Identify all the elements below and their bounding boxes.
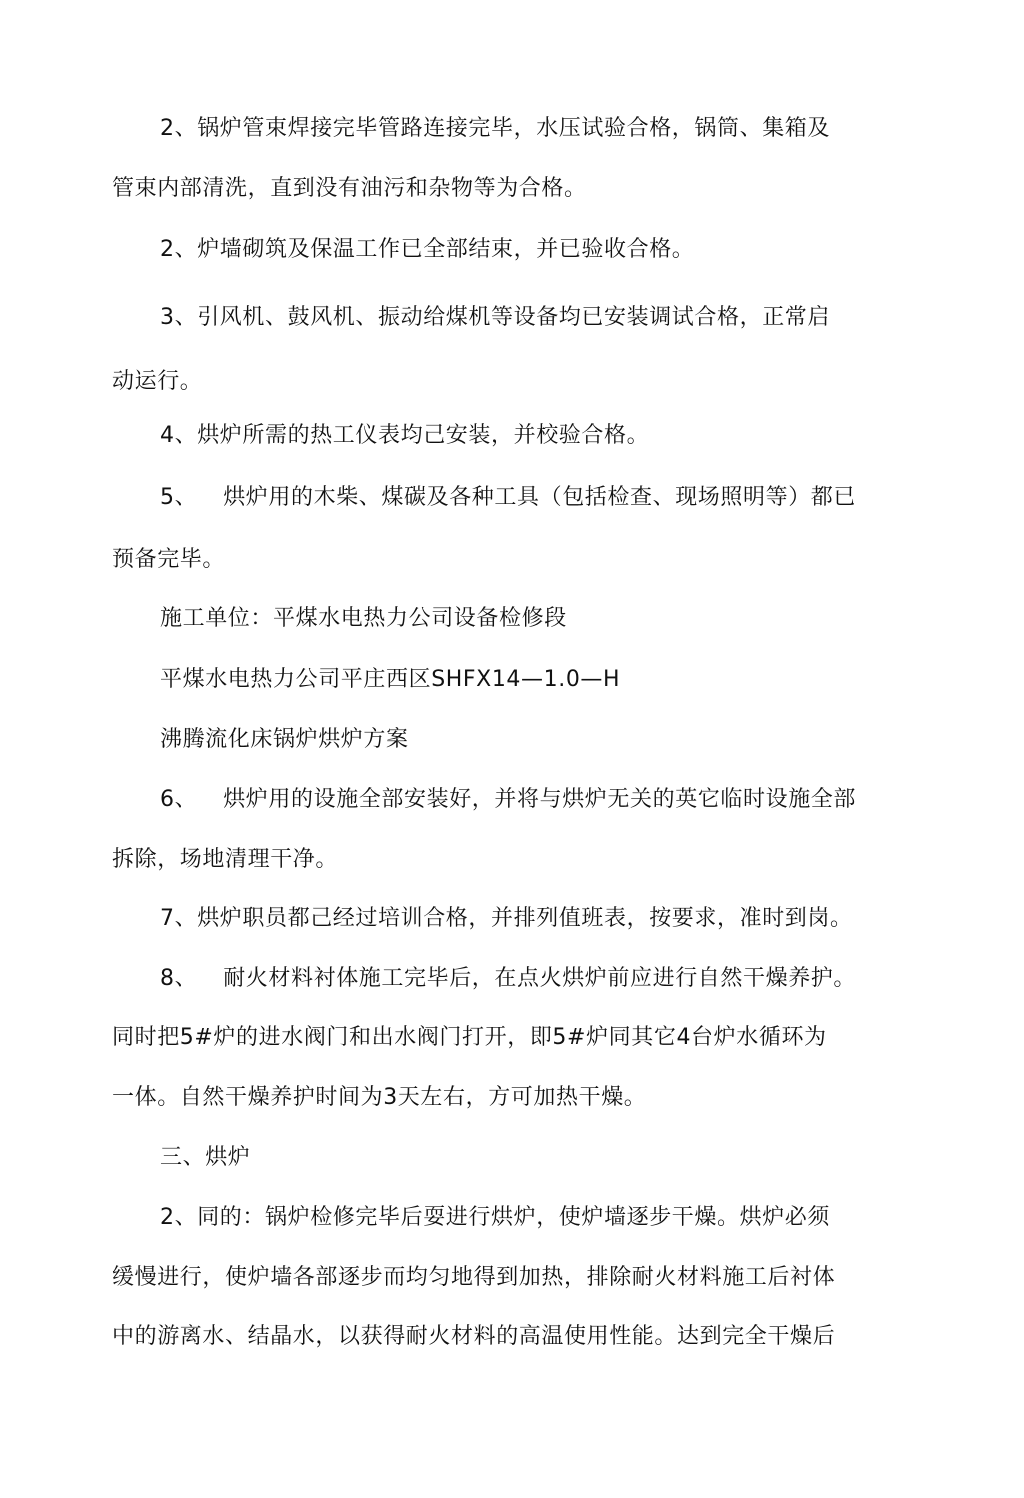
line-text: 中的游离水、结晶水，以获得耐火材料的高温使用性能。达到完全干燥后 <box>112 1324 836 1349</box>
paragraph-line <box>160 725 409 755</box>
paragraph-line <box>160 1203 830 1233</box>
paragraph-line <box>160 964 856 994</box>
line-text: 4、烘炉所需的热工仪表均己安装，并校验合格。 <box>160 423 650 448</box>
line-text: 三、烘炉 <box>160 1145 251 1170</box>
line-text: 3、引风机、鼓风机、振动给煤机等设备均已安装调试合格，正常启 <box>160 305 830 330</box>
line-text: 拆除，场地清理干净。 <box>112 847 339 872</box>
item-number: 5、 <box>160 485 198 510</box>
paragraph-line <box>160 665 620 695</box>
line-text: 烘炉用的设施全部安装好，并将与烘炉无关的英它临时设施全部 <box>223 787 857 812</box>
paragraph-line <box>160 114 830 144</box>
paragraph-line <box>160 421 649 451</box>
paragraph-line <box>160 303 830 333</box>
line-text: 2、炉墙砌筑及保温工作已全部结束，并已验收合格。 <box>160 237 695 262</box>
paragraph-line <box>112 174 587 204</box>
line-text: 缓慢进行，使炉墙各部逐步而均匀地得到加热，排除耐火材料施工后衬体 <box>112 1265 836 1290</box>
line-text: 耐火材料衬体施工完毕后，在点火烘炉前应进行自然干燥养护。 <box>223 966 857 991</box>
line-text: 动运行。 <box>112 369 203 394</box>
line-text: 2、锅炉管束焊接完毕管路连接完毕，水压试验合格，锅筒、集箱及 <box>160 116 830 141</box>
line-text: 预备完毕。 <box>112 547 226 572</box>
line-text: 一体。自然干燥养护时间为3天左右，方可加热干燥。 <box>112 1085 647 1110</box>
paragraph-line <box>160 235 694 265</box>
line-text: 烘炉用的木柴、煤碳及各种工具（包括检查、现场照明等）都已 <box>223 485 857 510</box>
paragraph-line <box>112 1083 646 1113</box>
item-number: 6、 <box>160 787 198 812</box>
line-text: 7、烘炉职员都己经过培训合格，并排列值班表，按要求，准时到岗。 <box>160 906 853 931</box>
line-text: 同时把5#炉的进水阀门和出水阀门打开，即5#炉同其它4台炉水循环为 <box>112 1025 827 1050</box>
paragraph-line <box>160 604 567 634</box>
item-number: 8、 <box>160 966 198 991</box>
line-text: 管束内部清洗，直到没有油污和杂物等为合格。 <box>112 176 587 201</box>
paragraph-line <box>160 483 856 513</box>
line-text: 施工单位：平煤水电热力公司设备检修段 <box>160 606 567 631</box>
section-heading <box>160 1143 250 1173</box>
paragraph-line <box>112 367 202 397</box>
paragraph-line <box>160 904 853 934</box>
line-text: 沸腾流化床锅炉烘炉方案 <box>160 727 409 752</box>
paragraph-line <box>112 1263 835 1293</box>
line-text: 平煤水电热力公司平庄西区SHFX14—1.0—H <box>160 667 621 692</box>
paragraph-line <box>112 845 338 875</box>
paragraph-line <box>160 785 856 815</box>
paragraph-line <box>112 1023 827 1053</box>
paragraph-line <box>112 545 225 575</box>
line-text: 2、同的：锅炉检修完毕后耍进行烘炉，使炉墙逐步干燥。烘炉必须 <box>160 1205 830 1230</box>
paragraph-line <box>112 1322 835 1352</box>
